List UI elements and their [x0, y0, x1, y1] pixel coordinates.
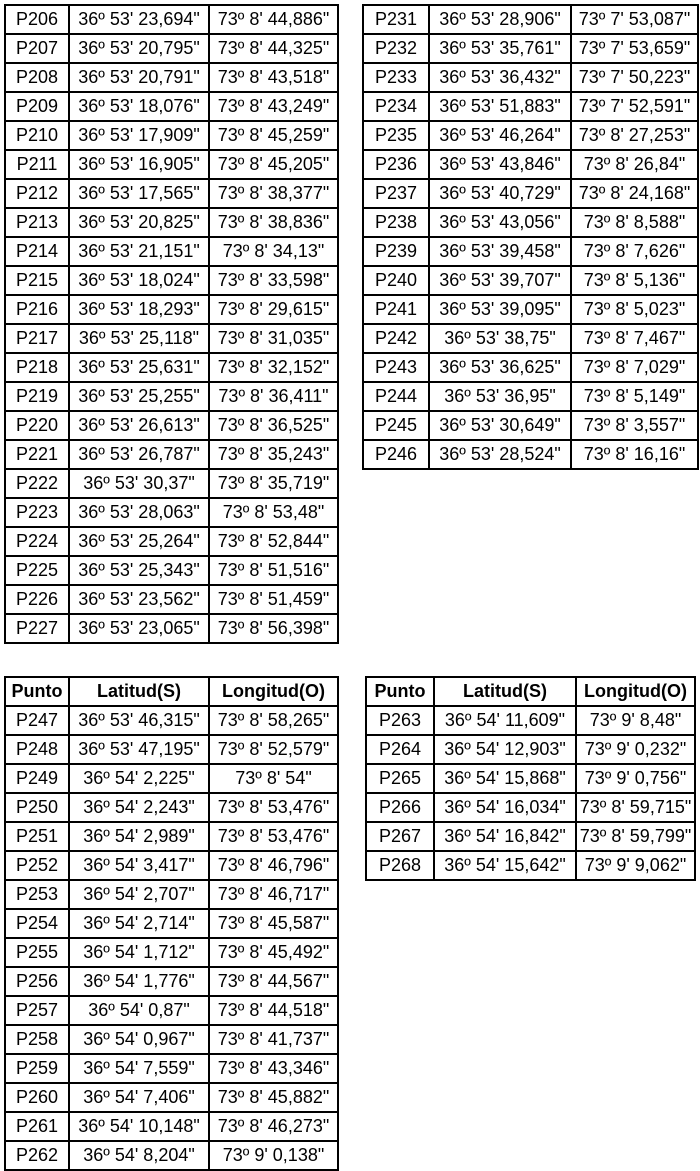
cell-longitud: 73º 8' 52,844"	[209, 527, 338, 556]
cell-longitud: 73º 8' 7,467"	[571, 324, 698, 353]
cell-punto: P232	[363, 34, 429, 63]
cell-longitud: 73º 8' 5,136"	[571, 266, 698, 295]
cell-longitud: 73º 8' 46,717"	[209, 880, 338, 909]
cell-longitud: 73º 8' 53,48"	[209, 498, 338, 527]
cell-longitud: 73º 8' 26,84"	[571, 150, 698, 179]
cell-latitud: 36º 53' 47,195"	[69, 735, 209, 764]
cell-punto: P259	[5, 1054, 69, 1083]
cell-punto: P217	[5, 324, 69, 353]
cell-longitud: 73º 8' 35,719"	[209, 469, 338, 498]
table-row	[5, 793, 338, 822]
cell-punto: P247	[5, 706, 69, 735]
coordinate-table-p231-p246	[362, 4, 699, 470]
cell-latitud: 36º 53' 30,37"	[69, 469, 209, 498]
table-row	[5, 469, 338, 498]
cell-latitud: 36º 53' 43,846"	[429, 150, 571, 179]
cell-punto: P248	[5, 735, 69, 764]
cell-longitud: 73º 8' 46,796"	[209, 851, 338, 880]
table-row	[366, 735, 695, 764]
header-row	[5, 677, 338, 706]
table-row	[363, 5, 698, 34]
cell-latitud: 36º 53' 20,791"	[69, 63, 209, 92]
table-row	[363, 34, 698, 63]
table-row	[5, 266, 338, 295]
table-row	[5, 706, 338, 735]
coordinate-table-p263-p268	[365, 676, 696, 881]
cell-latitud: 36º 54' 12,903"	[434, 735, 576, 764]
table-row	[5, 996, 338, 1025]
header-latitud: Latitud(S)	[69, 677, 209, 706]
table-row	[363, 179, 698, 208]
cell-longitud: 73º 8' 33,598"	[209, 266, 338, 295]
table-row	[5, 208, 338, 237]
cell-latitud: 36º 54' 11,609"	[434, 706, 576, 735]
cell-latitud: 36º 54' 1,712"	[69, 938, 209, 967]
cell-longitud: 73º 8' 41,737"	[209, 1025, 338, 1054]
cell-latitud: 36º 53' 25,264"	[69, 527, 209, 556]
table-row	[363, 440, 698, 469]
cell-latitud: 36º 53' 17,565"	[69, 179, 209, 208]
table-row	[5, 585, 338, 614]
cell-punto: P216	[5, 295, 69, 324]
cell-punto: P210	[5, 121, 69, 150]
table-row	[363, 324, 698, 353]
cell-punto: P221	[5, 440, 69, 469]
cell-punto: P207	[5, 34, 69, 63]
table-row	[5, 527, 338, 556]
cell-punto: P243	[363, 353, 429, 382]
cell-punto: P214	[5, 237, 69, 266]
cell-longitud: 73º 8' 5,023"	[571, 295, 698, 324]
cell-longitud: 73º 8' 27,253"	[571, 121, 698, 150]
cell-punto: P209	[5, 92, 69, 121]
cell-punto: P251	[5, 822, 69, 851]
cell-longitud: 73º 8' 59,799"	[576, 822, 695, 851]
cell-punto: P211	[5, 150, 69, 179]
cell-longitud: 73º 8' 36,525"	[209, 411, 338, 440]
cell-punto: P252	[5, 851, 69, 880]
header-punto: Punto	[366, 677, 434, 706]
table-row	[5, 556, 338, 585]
cell-longitud: 73º 8' 58,265"	[209, 706, 338, 735]
cell-longitud: 73º 8' 44,518"	[209, 996, 338, 1025]
table-row	[5, 909, 338, 938]
cell-punto: P241	[363, 295, 429, 324]
table-row	[5, 382, 338, 411]
coordinate-table-p247-p262	[4, 676, 339, 1171]
cell-latitud: 36º 53' 16,905"	[69, 150, 209, 179]
cell-punto: P250	[5, 793, 69, 822]
cell-latitud: 36º 53' 18,293"	[69, 295, 209, 324]
table-row	[5, 411, 338, 440]
table-row	[366, 851, 695, 880]
cell-longitud: 73º 7' 52,591"	[571, 92, 698, 121]
cell-latitud: 36º 54' 16,034"	[434, 793, 576, 822]
cell-punto: P215	[5, 266, 69, 295]
cell-longitud: 73º 8' 31,035"	[209, 324, 338, 353]
cell-longitud: 73º 8' 3,557"	[571, 411, 698, 440]
cell-longitud: 73º 8' 5,149"	[571, 382, 698, 411]
cell-latitud: 36º 53' 43,056"	[429, 208, 571, 237]
cell-latitud: 36º 53' 18,076"	[69, 92, 209, 121]
table-row	[5, 5, 338, 34]
table-row	[5, 1054, 338, 1083]
cell-longitud: 73º 9' 0,232"	[576, 735, 695, 764]
cell-latitud: 36º 53' 23,694"	[69, 5, 209, 34]
cell-longitud: 73º 8' 44,567"	[209, 967, 338, 996]
cell-punto: P262	[5, 1141, 69, 1170]
cell-latitud: 36º 53' 25,631"	[69, 353, 209, 382]
cell-longitud: 73º 8' 45,882"	[209, 1083, 338, 1112]
table-row	[5, 1025, 338, 1054]
cell-punto: P245	[363, 411, 429, 440]
cell-punto: P218	[5, 353, 69, 382]
cell-longitud: 73º 9' 8,48"	[576, 706, 695, 735]
table-row	[5, 1083, 338, 1112]
cell-latitud: 36º 53' 39,458"	[429, 237, 571, 266]
cell-latitud: 36º 53' 26,613"	[69, 411, 209, 440]
cell-latitud: 36º 53' 26,787"	[69, 440, 209, 469]
cell-longitud: 73º 8' 44,325"	[209, 34, 338, 63]
cell-punto: P220	[5, 411, 69, 440]
cell-latitud: 36º 54' 3,417"	[69, 851, 209, 880]
cell-longitud: 73º 7' 50,223"	[571, 63, 698, 92]
table-row	[5, 1141, 338, 1170]
cell-latitud: 36º 54' 8,204"	[69, 1141, 209, 1170]
header-row	[366, 677, 695, 706]
cell-longitud: 73º 8' 16,16"	[571, 440, 698, 469]
cell-latitud: 36º 53' 17,909"	[69, 121, 209, 150]
cell-punto: P212	[5, 179, 69, 208]
cell-longitud: 73º 8' 51,459"	[209, 585, 338, 614]
cell-latitud: 36º 54' 10,148"	[69, 1112, 209, 1141]
table-row	[363, 150, 698, 179]
cell-punto: P240	[363, 266, 429, 295]
cell-punto: P244	[363, 382, 429, 411]
cell-latitud: 36º 53' 20,825"	[69, 208, 209, 237]
cell-latitud: 36º 53' 25,118"	[69, 324, 209, 353]
cell-longitud: 73º 7' 53,087"	[571, 5, 698, 34]
cell-punto: P265	[366, 764, 434, 793]
cell-punto: P255	[5, 938, 69, 967]
cell-punto: P258	[5, 1025, 69, 1054]
cell-longitud: 73º 9' 0,138"	[209, 1141, 338, 1170]
cell-latitud: 36º 54' 2,707"	[69, 880, 209, 909]
cell-latitud: 36º 53' 40,729"	[429, 179, 571, 208]
cell-longitud: 73º 9' 9,062"	[576, 851, 695, 880]
table-row	[363, 63, 698, 92]
table-row	[5, 822, 338, 851]
cell-latitud: 36º 53' 36,432"	[429, 63, 571, 92]
cell-latitud: 36º 53' 38,75"	[429, 324, 571, 353]
table-row	[363, 208, 698, 237]
cell-punto: P246	[363, 440, 429, 469]
cell-longitud: 73º 8' 7,029"	[571, 353, 698, 382]
cell-longitud: 73º 8' 53,476"	[209, 822, 338, 851]
cell-punto: P249	[5, 764, 69, 793]
cell-latitud: 36º 53' 39,095"	[429, 295, 571, 324]
table-row	[363, 121, 698, 150]
cell-punto: P263	[366, 706, 434, 735]
cell-latitud: 36º 53' 51,883"	[429, 92, 571, 121]
cell-latitud: 36º 54' 1,776"	[69, 967, 209, 996]
cell-longitud: 73º 8' 56,398"	[209, 614, 338, 643]
cell-latitud: 36º 53' 28,906"	[429, 5, 571, 34]
cell-latitud: 36º 53' 46,264"	[429, 121, 571, 150]
header-longitud: Longitud(O)	[209, 677, 338, 706]
cell-longitud: 73º 8' 46,273"	[209, 1112, 338, 1141]
table-row	[5, 851, 338, 880]
cell-punto: P257	[5, 996, 69, 1025]
cell-latitud: 36º 54' 0,967"	[69, 1025, 209, 1054]
table-row	[5, 764, 338, 793]
cell-latitud: 36º 53' 25,343"	[69, 556, 209, 585]
cell-punto: P219	[5, 382, 69, 411]
cell-punto: P213	[5, 208, 69, 237]
cell-latitud: 36º 54' 2,243"	[69, 793, 209, 822]
cell-longitud: 73º 8' 38,377"	[209, 179, 338, 208]
cell-latitud: 36º 53' 23,562"	[69, 585, 209, 614]
table-row	[5, 63, 338, 92]
table-row	[363, 92, 698, 121]
cell-punto: P231	[363, 5, 429, 34]
table-row	[5, 353, 338, 382]
cell-punto: P253	[5, 880, 69, 909]
cell-longitud: 73º 8' 24,168"	[571, 179, 698, 208]
cell-latitud: 36º 54' 2,989"	[69, 822, 209, 851]
cell-latitud: 36º 54' 16,842"	[434, 822, 576, 851]
cell-longitud: 73º 8' 59,715"	[576, 793, 695, 822]
cell-longitud: 73º 8' 45,205"	[209, 150, 338, 179]
cell-latitud: 36º 53' 28,524"	[429, 440, 571, 469]
cell-longitud: 73º 8' 38,836"	[209, 208, 338, 237]
cell-longitud: 73º 8' 7,626"	[571, 237, 698, 266]
cell-punto: P268	[366, 851, 434, 880]
cell-latitud: 36º 53' 30,649"	[429, 411, 571, 440]
cell-longitud: 73º 8' 53,476"	[209, 793, 338, 822]
cell-latitud: 36º 54' 0,87"	[69, 996, 209, 1025]
cell-longitud: 73º 8' 43,346"	[209, 1054, 338, 1083]
cell-latitud: 36º 54' 7,559"	[69, 1054, 209, 1083]
cell-latitud: 36º 53' 23,065"	[69, 614, 209, 643]
cell-longitud: 73º 8' 44,886"	[209, 5, 338, 34]
cell-punto: P233	[363, 63, 429, 92]
table-row	[366, 764, 695, 793]
cell-latitud: 36º 53' 35,761"	[429, 34, 571, 63]
cell-latitud: 36º 53' 25,255"	[69, 382, 209, 411]
cell-longitud: 73º 8' 8,588"	[571, 208, 698, 237]
table-row	[5, 295, 338, 324]
cell-latitud: 36º 53' 36,625"	[429, 353, 571, 382]
table-row	[5, 498, 338, 527]
cell-longitud: 73º 8' 36,411"	[209, 382, 338, 411]
table-row	[366, 706, 695, 735]
cell-longitud: 73º 8' 34,13"	[209, 237, 338, 266]
table-row	[5, 121, 338, 150]
cell-punto: P237	[363, 179, 429, 208]
cell-longitud: 73º 8' 32,152"	[209, 353, 338, 382]
cell-punto: P226	[5, 585, 69, 614]
cell-longitud: 73º 8' 35,243"	[209, 440, 338, 469]
cell-longitud: 73º 8' 45,587"	[209, 909, 338, 938]
coordinate-table-p206-p227	[4, 4, 339, 644]
table-row	[366, 822, 695, 851]
table-row	[5, 34, 338, 63]
cell-latitud: 36º 54' 2,714"	[69, 909, 209, 938]
cell-longitud: 73º 8' 51,516"	[209, 556, 338, 585]
cell-latitud: 36º 53' 20,795"	[69, 34, 209, 63]
cell-longitud: 73º 8' 29,615"	[209, 295, 338, 324]
table-row	[5, 324, 338, 353]
cell-punto: P254	[5, 909, 69, 938]
cell-latitud: 36º 53' 46,315"	[69, 706, 209, 735]
cell-latitud: 36º 53' 36,95"	[429, 382, 571, 411]
cell-punto: P234	[363, 92, 429, 121]
cell-punto: P208	[5, 63, 69, 92]
cell-punto: P266	[366, 793, 434, 822]
table-row	[5, 92, 338, 121]
cell-punto: P239	[363, 237, 429, 266]
table-row	[5, 880, 338, 909]
table-row	[363, 237, 698, 266]
cell-punto: P261	[5, 1112, 69, 1141]
cell-latitud: 36º 54' 7,406"	[69, 1083, 209, 1112]
cell-punto: P224	[5, 527, 69, 556]
table-row	[5, 735, 338, 764]
cell-latitud: 36º 53' 28,063"	[69, 498, 209, 527]
cell-longitud: 73º 8' 52,579"	[209, 735, 338, 764]
cell-longitud: 73º 9' 0,756"	[576, 764, 695, 793]
cell-punto: P223	[5, 498, 69, 527]
header-latitud: Latitud(S)	[434, 677, 576, 706]
table-row	[5, 938, 338, 967]
table-row	[5, 440, 338, 469]
table-row	[5, 237, 338, 266]
cell-punto: P227	[5, 614, 69, 643]
header-punto: Punto	[5, 677, 69, 706]
table-row	[363, 382, 698, 411]
cell-longitud: 73º 8' 45,259"	[209, 121, 338, 150]
table-row	[363, 295, 698, 324]
table-row	[5, 1112, 338, 1141]
cell-longitud: 73º 7' 53,659"	[571, 34, 698, 63]
cell-punto: P260	[5, 1083, 69, 1112]
cell-punto: P238	[363, 208, 429, 237]
cell-latitud: 36º 53' 39,707"	[429, 266, 571, 295]
table-row	[5, 150, 338, 179]
cell-punto: P206	[5, 5, 69, 34]
table-row	[5, 967, 338, 996]
cell-punto: P225	[5, 556, 69, 585]
cell-punto: P264	[366, 735, 434, 764]
cell-longitud: 73º 8' 45,492"	[209, 938, 338, 967]
cell-punto: P235	[363, 121, 429, 150]
cell-punto: P256	[5, 967, 69, 996]
cell-punto: P267	[366, 822, 434, 851]
table-row	[5, 179, 338, 208]
cell-latitud: 36º 54' 2,225"	[69, 764, 209, 793]
table-row	[363, 266, 698, 295]
header-longitud: Longitud(O)	[576, 677, 695, 706]
cell-latitud: 36º 54' 15,868"	[434, 764, 576, 793]
table-row	[5, 614, 338, 643]
table-row	[366, 793, 695, 822]
cell-punto: P236	[363, 150, 429, 179]
cell-punto: P222	[5, 469, 69, 498]
cell-latitud: 36º 54' 15,642"	[434, 851, 576, 880]
table-row	[363, 353, 698, 382]
cell-latitud: 36º 53' 18,024"	[69, 266, 209, 295]
cell-longitud: 73º 8' 54"	[209, 764, 338, 793]
cell-punto: P242	[363, 324, 429, 353]
cell-longitud: 73º 8' 43,518"	[209, 63, 338, 92]
table-row	[363, 411, 698, 440]
cell-latitud: 36º 53' 21,151"	[69, 237, 209, 266]
cell-longitud: 73º 8' 43,249"	[209, 92, 338, 121]
